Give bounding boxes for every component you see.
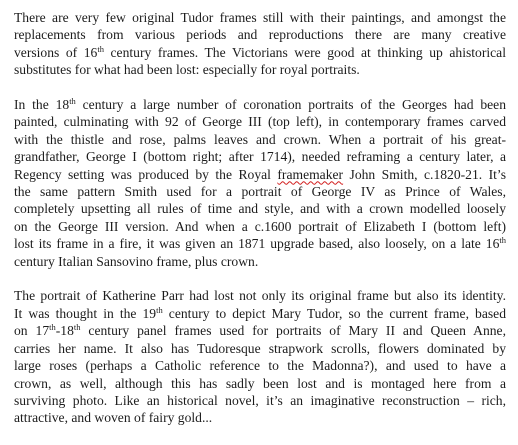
ordinal-superscript: th [49, 322, 56, 333]
paragraph-katherine-parr [14, 287, 506, 426]
text-run: It was thought in the 19 [14, 305, 157, 321]
text-run: Regency setting was produced by the Royal [14, 166, 278, 182]
text-run: crown, as well, although this has sadly been lost and is montaged here from a [14, 375, 506, 391]
flagged-word: framemaker [277, 166, 344, 182]
text-line [14, 218, 506, 235]
paragraph-georgian-portraits [14, 96, 506, 270]
text-run: substitutes for what had been lost: especially for royal portraits. [14, 62, 360, 78]
text-line [14, 9, 506, 26]
text-line [14, 322, 506, 339]
text-run: on 17 [14, 323, 50, 339]
text-run: John Smith, c.1820-21. It’s [343, 166, 506, 182]
text-run: carries her name. It also has Tudoresque strapwork scrolls, flowers dominated by [14, 340, 506, 356]
text-line [14, 113, 506, 130]
text-line [14, 253, 506, 270]
text-run: -18 [55, 323, 74, 339]
text-run: on the George III version. And when a c.1600 portrait of Elizabeth I (bottom left) [14, 218, 506, 234]
text-line [14, 392, 506, 409]
text-run: replacements from various periods and reproductions there are many creative [14, 27, 506, 43]
text-line [14, 340, 506, 357]
text-run: century a large number of coronation portraits of the Georges had been [75, 97, 506, 113]
text-line [14, 96, 506, 113]
text-line [14, 235, 506, 252]
ordinal-superscript: th [156, 304, 163, 315]
text-line [14, 44, 506, 61]
paragraph-tudor-frames [14, 9, 506, 79]
text-line [14, 131, 506, 148]
ordinal-superscript: th [69, 96, 76, 107]
text-line [14, 375, 506, 392]
text-line [14, 166, 506, 183]
text-run: The portrait of Katherine Parr had lost not only its original frame but also its identity. [14, 288, 506, 304]
text-run: lost its frame in a fire, it was given an 1871 upgrade based, also loosely, on a late 16 [14, 236, 500, 252]
ordinal-superscript: th [73, 322, 81, 333]
ordinal-superscript: th [499, 235, 506, 246]
text-run: completely upsetting all rules of time and style, and with a crown modelled loosely [14, 201, 506, 217]
text-line [14, 148, 506, 165]
text-run: the same pattern Smith used for a portrait of George IV as Prince of Wales, [14, 184, 506, 200]
text-line [14, 183, 506, 200]
document-body [14, 9, 506, 427]
text-run: century Italian Sansovino frame, plus crown. [14, 253, 259, 269]
text-run: attractive, and woven of fairy gold... [14, 410, 213, 426]
text-line [14, 305, 506, 322]
text-line [14, 357, 506, 374]
text-run: There are very few original Tudor frames still with their paintings, and amongst the [14, 10, 506, 25]
text-run: versions of 16 [14, 44, 98, 60]
ordinal-superscript: th [97, 43, 104, 54]
text-run: century panel frames used for portraits of Mary II and Queen Anne, [80, 323, 506, 339]
text-run: century frames. The Victorians were good at thinking up ahistorical [103, 44, 506, 60]
text-run: grandfather, George I (bottom right; after 1714), needed reframing a century later, a [14, 149, 506, 165]
text-run: century to depict Mary Tudor, so the current frame, based [162, 305, 507, 321]
text-line [14, 26, 506, 43]
text-run: with the thistle and rose, palms leaves and crown. When a portrait of his great- [14, 131, 506, 147]
text-run: In the 18 [14, 97, 70, 113]
text-line [14, 61, 506, 78]
text-line [14, 287, 506, 304]
text-run: painted, culminating with 92 of George III (top left), in contemporary frames carved [14, 114, 506, 130]
text-line [14, 409, 506, 426]
text-line [14, 200, 506, 217]
text-run: large roses (perhaps a Catholic reference to the Madonna?), and used to have a [14, 358, 506, 374]
text-run: surviving photo. Like an historical novel, it’s an imaginative reconstruction – rich, [14, 392, 506, 408]
